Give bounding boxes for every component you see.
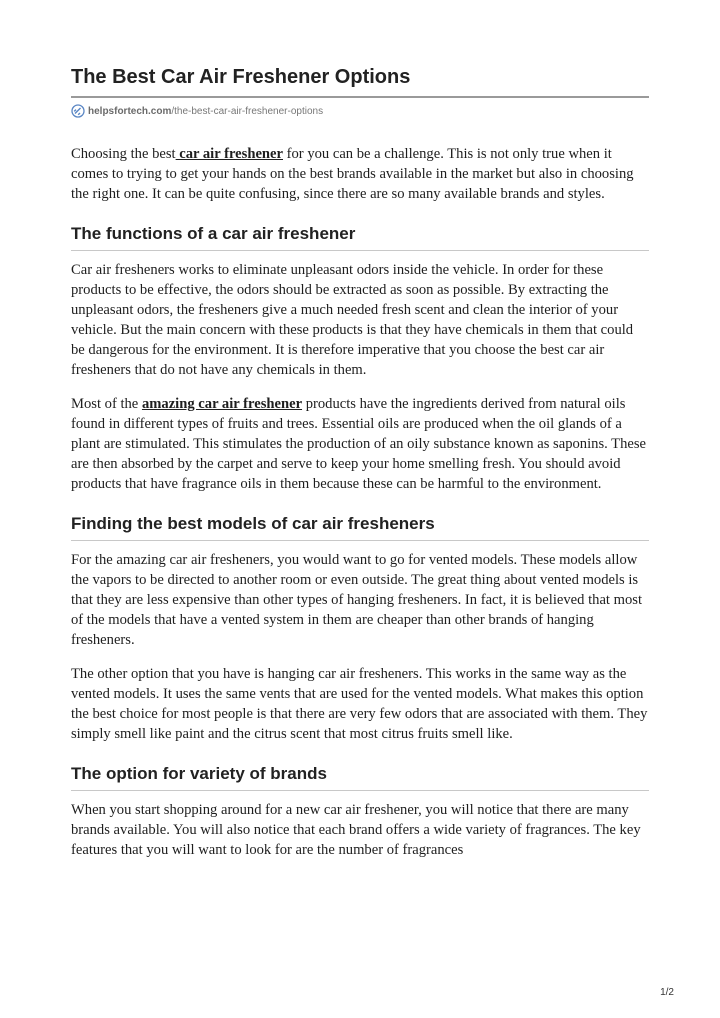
section-heading: Finding the best models of car air fresheners <box>71 514 649 541</box>
source-domain: helpsfortech.com <box>88 105 172 117</box>
link-icon <box>71 104 85 118</box>
section-paragraph: When you start shopping around for a new car air freshener, you will notice that there are many brands available. You will also notice that each brand offers a wide variety of fragrances. The key features that you will want to look for are the number of fragrances <box>71 802 641 858</box>
section-best-models <box>71 514 649 744</box>
section-heading: The functions of a car air freshener <box>71 224 649 251</box>
section-heading: The option for variety of brands <box>71 764 649 791</box>
car-air-freshener-link[interactable]: car air freshener <box>175 146 283 162</box>
section-paragraph: The other option that you have is hanging car air fresheners. This works in the same way as the vented models. It uses the same vents that are used for the vented models. What makes this option the best choice for most people is that there are very few odors that are associated with them. They simply smell like paint and the citrus scent that most citrus fruits smell like. <box>71 666 648 742</box>
section-paragraph <box>71 394 649 494</box>
page-title: The Best Car Air Freshener Options <box>71 66 649 98</box>
paragraph-text-before: Most of the <box>71 396 142 412</box>
source-path: /the-best-car-air-freshener-options <box>171 105 324 117</box>
section-variety-brands <box>71 764 649 860</box>
section-functions <box>71 224 649 494</box>
intro-text-before: Choosing the best <box>71 146 176 162</box>
intro-paragraph <box>71 144 649 204</box>
source-line <box>71 104 649 118</box>
page-number: 1/2 <box>660 987 674 998</box>
section-paragraph: Car air fresheners works to eliminate unpleasant odors inside the vehicle. In order for these products to be effective, the odors should be extracted as soon as possible. By extracting the unpleasant odors, the fresheners give a much needed fresh scent and clean the interior of your vehicle. But the main concern with these products is that they have chemicals in them that could be dangerous for the environment. It is therefore imperative that you choose the best car air fresheners that do not have any chemicals in them. <box>71 262 634 378</box>
intro-text-after: for you can be a challenge. This is not only true when it comes to trying to get your hands on the best brands available in the market but also in choosing the right one. It can be quite confusing, since there are so many available brands and styles. <box>71 146 634 202</box>
source-url-link[interactable] <box>88 106 323 117</box>
paragraph-text-after: products have the ingredients derived from natural oils found in different types of fruits and trees. Essential oils are produced when the oil glands of a plant are stimulated. This stimulates the production of an oily substance known as saponins. These are then absorbed by the carpet and serve to keep your home smelling fresh. You should avoid products that have fragrance oils in them because these can be harmful to the environment. <box>71 396 646 492</box>
document-page <box>71 66 649 860</box>
section-paragraph: For the amazing car air fresheners, you would want to go for vented models. These models allow the vapors to be directed to another room or even outside. The great thing about vented models is that they are less expensive than other types of hanging fresheners. In fact, it is believed that most of the models that have a vented system in them are cheaper than other brands of hanging fresheners. <box>71 552 643 648</box>
amazing-car-air-freshener-link[interactable]: amazing car air freshener <box>141 396 303 412</box>
